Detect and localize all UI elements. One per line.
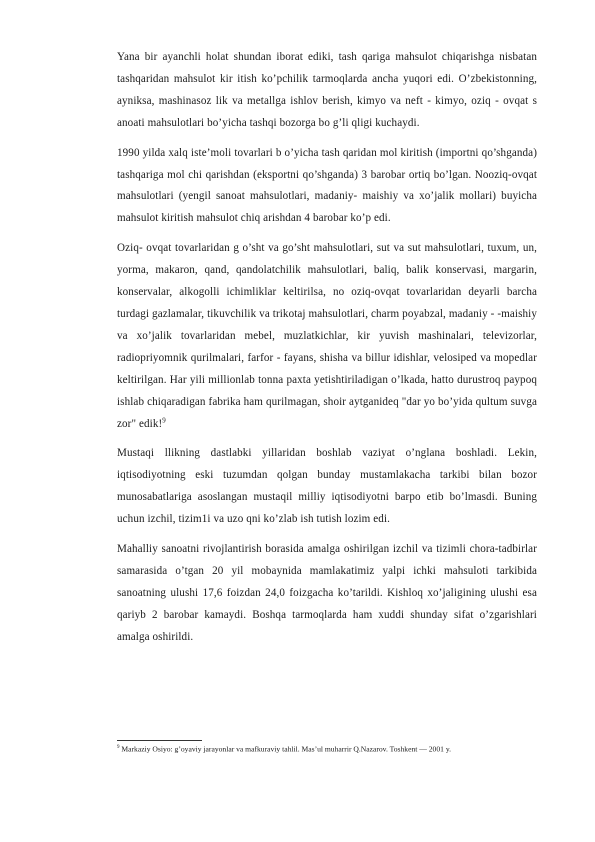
paragraph-5: Mahalliy sanoatni rivojlantirish borasida amalga oshirilgan izchil va tizimli chora-tadbirlar samarasida o’tgan 20 yil mobaynida mamlakatimiz yalpi ichki mahsuloti tarkibida sanoatning ulushi 17,6 foizdan 24,0 foizgacha ko’tarildi. Kishloq xo’jaligining ulushi esa qariyb 2 barobar kamaydi. Boshqa tarmoqlarda ham xuddi shunday sifat o’zgarishlari amalga oshirildi. bbox=[117, 543, 537, 643]
paragraph-3: Oziq- ovqat tovarlaridan g o’sht va go’sht mahsulotlari, sut va sut mahsulotlari, tuxum, un, yorma, makaron, qand, qandolatchilik mahsulotlari, baliq, balik konservasi, margarin, konservalar, alkogolli ichimliklar keltirilsa, no oziq-ovqat tovarlaridan deyarli barcha turdagi gazlamalar, tikuvchilik va trikotaj mahsulotlari, charm poyabzal, madaniy - -maishiy va xo’jalik tovarlaridan mebel, muzlatkichlar, kir yuvish mashinalari, televizorlar, radiopriyomnik qurilmalari, farfor - fayans, shisha va billur idishlar, velosiped va mopedlar keltirilgan. Har yili millionlab tonna paxta yetishtiriladigan o’lkada, hatto durustroq paypoq ishlab chiqaradigan fabrika ham qurilmagan, shoir aytganideq "dar yo bo’yida qultum suvga zor" edik!$^9$ bbox=[117, 242, 537, 430]
footnote-marker: 9 bbox=[117, 745, 120, 750]
footnote bbox=[117, 743, 547, 755]
footnote-divider bbox=[117, 740, 202, 741]
footnote-text: Markaziy Osiyo: g’oyaviy jarayonlar va mafkuraviy tahlil. Mas’ul muharrir Q.Nazarov. Toshkent — 2001 y. bbox=[121, 744, 452, 754]
body-text bbox=[117, 47, 537, 657]
paragraph-4: Mustaqi llikning dastlabki yillaridan boshlab vaziyat o’nglana boshladi. Lekin, iqtisodiyotning eski tuzumdan qolgan bunday mustamlakacha tarkibi bilan bozor munosabatlariga asoslangan mustaqil milliy iqtisodiyotni barpo etib bo’lmasdi. Buning uchun izchil, tizim1i va uzo qni ko’zlab ish tutish lozim edi. bbox=[117, 447, 537, 526]
paragraph-1: Yana bir ayanchli holat shundan iborat ediki, tash qariga mahsulot chiqarishga nisbatan tashqaridan mahsulot kir itish ko’pchilik tarmoqlarda ancha yuqori edi. O’zbekistonning, ayniksa, mashinasoz lik va metallga ishlov berish, kimyo va neft - kimyo, oziq - ovqat s anoati mahsulotlari bo’yicha tashqi bozorga bo g’li qligi kuchaydi. bbox=[117, 51, 537, 129]
paragraph-2: 1990 yilda xalq iste’moli tovarlari b o’yicha tash qaridan mol kiritish (importni qo’shganda) tashqariga mol chi qarishdan (eksportni qo’shganda) 3 barobar ortiq bo’lgan. Nooziq-ovqat mahsulotlari (yengil sanoat mahsulotlari, madaniy- maishiy va xo’jalik mollari) buyicha mahsulot kiritish mahsulot chiq arishdan 4 barobar ko’p edi. bbox=[117, 146, 537, 225]
footnote-reference[interactable]: 9 bbox=[162, 415, 166, 424]
